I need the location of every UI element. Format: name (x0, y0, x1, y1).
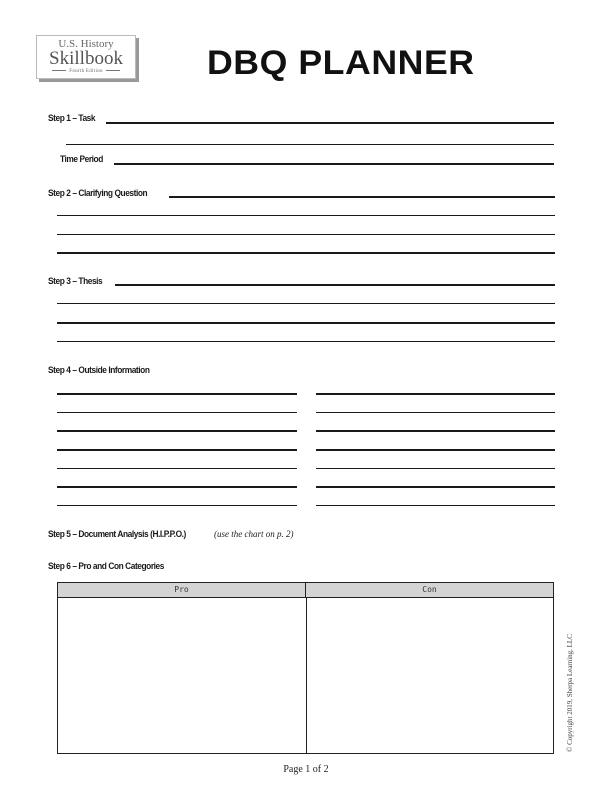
step2-label: Step 2 – Clarifying Question (48, 188, 148, 199)
step4-left-line-6[interactable] (57, 486, 297, 488)
step4-right-line-2[interactable] (316, 412, 555, 413)
step4-right-line-1[interactable] (316, 393, 555, 395)
step1-task-line-2[interactable] (66, 144, 554, 145)
logo-line2: Skillbook (49, 48, 123, 69)
logo-line1: U.S. History (58, 38, 114, 50)
page-number: Page 1 of 2 (283, 764, 329, 775)
step5-note: (use the chart on p. 2) (214, 529, 294, 539)
step4-left-line-1[interactable] (57, 393, 297, 395)
step2-line-4[interactable] (57, 252, 555, 254)
time-period-line[interactable] (114, 163, 554, 165)
page-title: DBQ PLANNER (207, 44, 475, 82)
logo-line3: Fourth Edition (37, 68, 135, 75)
step1-task-line-1[interactable] (106, 122, 554, 124)
step4-right-line-4[interactable] (316, 449, 555, 451)
time-period-label: Time Period (60, 154, 103, 165)
step3-label: Step 3 – Thesis (48, 276, 103, 287)
step4-right-line-5[interactable] (316, 468, 555, 469)
step4-right-line-7[interactable] (316, 505, 555, 506)
step3-line-1[interactable] (115, 284, 555, 286)
step4-left-line-5[interactable] (57, 468, 297, 469)
skillbook-logo (36, 35, 136, 79)
step1-label: Step 1 – Task (48, 113, 96, 124)
step4-label: Step 4 – Outside Information (48, 365, 150, 376)
copyright-text: © Copyright 2019, Sherpa Learning, LLC (566, 634, 574, 752)
step2-line-2[interactable] (57, 215, 555, 216)
step2-line-3[interactable] (57, 234, 555, 235)
step2-line-1[interactable] (169, 196, 555, 198)
con-column-header: Con (422, 585, 437, 594)
step4-left-line-3[interactable] (57, 430, 297, 432)
step3-line-3[interactable] (57, 322, 555, 324)
step5-label: Step 5 – Document Analysis (H.I.P.P.O.) (48, 529, 186, 540)
pro-con-table (57, 582, 554, 754)
step4-left-line-7[interactable] (57, 505, 297, 506)
table-header (58, 583, 553, 598)
step3-line-4[interactable] (57, 341, 555, 342)
pro-cell[interactable] (58, 598, 306, 753)
step4-right-line-3[interactable] (316, 430, 555, 432)
pro-column-header: Pro (58, 583, 306, 597)
step4-left-line-2[interactable] (57, 412, 297, 413)
step3-line-2[interactable] (57, 303, 555, 304)
step4-left-line-4[interactable] (57, 449, 297, 451)
con-cell[interactable] (307, 598, 553, 753)
step6-label: Step 6 – Pro and Con Categories (48, 561, 164, 572)
step4-right-line-6[interactable] (316, 486, 555, 488)
